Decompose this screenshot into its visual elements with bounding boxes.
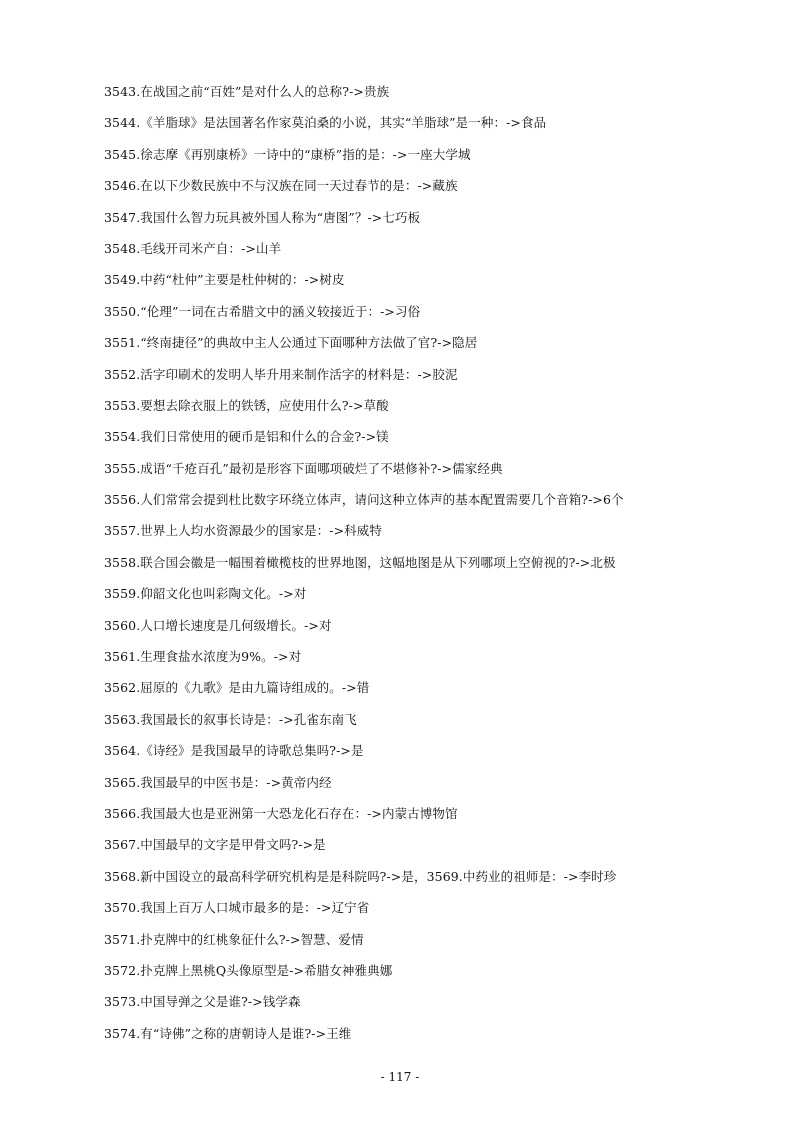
question-line: 3555.成语“千疮百孔”最初是形容下面哪项破烂了不堪修补?->儒家经典 [104, 460, 503, 476]
question-line: 3557.世界上人均水资源最少的国家是：->科威特 [104, 523, 382, 539]
question-line: 3564.《诗经》是我国最早的诗歌总集吗?->是 [104, 743, 364, 759]
question-list [104, 82, 764, 1055]
question-line: 3568.新中国设立的最高科学研究机构是是科院吗?->是，3569.中药业的祖师是：->李时珍 [104, 868, 617, 884]
question-line: 3560.人口增长速度是几何级增长。->对 [104, 617, 332, 633]
question-line: 3550.“伦理”一词在古希腊文中的涵义较接近于：->习俗 [104, 303, 421, 319]
page-number: - 117 - [380, 1070, 420, 1084]
question-line: 3572.扑克牌上黑桃Q头像原型是->希腊女神雅典娜 [104, 962, 393, 978]
question-line: 3553.要想去除衣服上的铁锈，应使用什么?->草酸 [104, 397, 389, 413]
question-line: 3561.生理食盐水浓度为9%。->对 [104, 649, 302, 665]
question-line: 3554.我们日常使用的硬币是铝和什么的合金?->镁 [104, 429, 389, 445]
question-line: 3565.我国最早的中医书是：->黄帝内经 [104, 774, 332, 790]
question-line: 3547.我国什么智力玩具被外国人称为“唐图”？->七巧板 [104, 209, 421, 225]
question-line: 3566.我国最大也是亚洲第一大恐龙化石存在：->内蒙古博物馆 [104, 805, 458, 821]
question-line: 3544.《羊脂球》是法国著名作家莫泊桑的小说，其实“羊脂球”是一种：->食品 [104, 115, 547, 131]
question-line: 3570.我国上百万人口城市最多的是：->辽宁省 [104, 900, 370, 916]
question-line: 3567.中国最早的文字是甲骨文吗?->是 [104, 837, 326, 853]
question-line: 3571.扑克牌中的红桃象征什么?->智慧、爱情 [104, 931, 364, 947]
question-line: 3549.中药“杜仲”主要是杜仲树的：->树皮 [104, 272, 345, 288]
question-line: 3563.我国最长的叙事长诗是：->孔雀东南飞 [104, 711, 357, 727]
question-line: 3573.中国导弹之父是谁?->钱学森 [104, 994, 301, 1010]
question-line: 3562.屈原的《九歌》是由九篇诗组成的。->错 [104, 680, 370, 696]
question-line: 3552.活字印刷术的发明人毕升用来制作活字的材料是：->胶泥 [104, 366, 458, 382]
question-line: 3551.“终南捷径”的典故中主人公通过下面哪种方法做了官?->隐居 [104, 335, 478, 351]
question-line: 3548.毛线开司米产自：->山羊 [104, 240, 282, 256]
question-line: 3559.仰韶文化也叫彩陶文化。->对 [104, 586, 307, 602]
question-line: 3545.徐志摩《再别康桥》一诗中的“康桥”指的是：->一座大学城 [104, 146, 471, 162]
question-line: 3543.在战国之前“百姓”是对什么人的总称?->贵族 [104, 84, 390, 99]
question-line: 3574.有“诗佛”之称的唐朝诗人是谁?->王维 [104, 1025, 352, 1041]
question-line: 3556.人们常常会提到杜比数字环绕立体声，请问这种立体声的基本配置需要几个音箱?->6个 [104, 492, 624, 508]
question-line: 3558.联合国会徽是一幅围着橄榄枝的世界地图，这幅地图是从下列哪项上空俯视的?->北极 [104, 554, 616, 570]
question-line: 3546.在以下少数民族中不与汉族在同一天过春节的是：->藏族 [104, 178, 458, 194]
